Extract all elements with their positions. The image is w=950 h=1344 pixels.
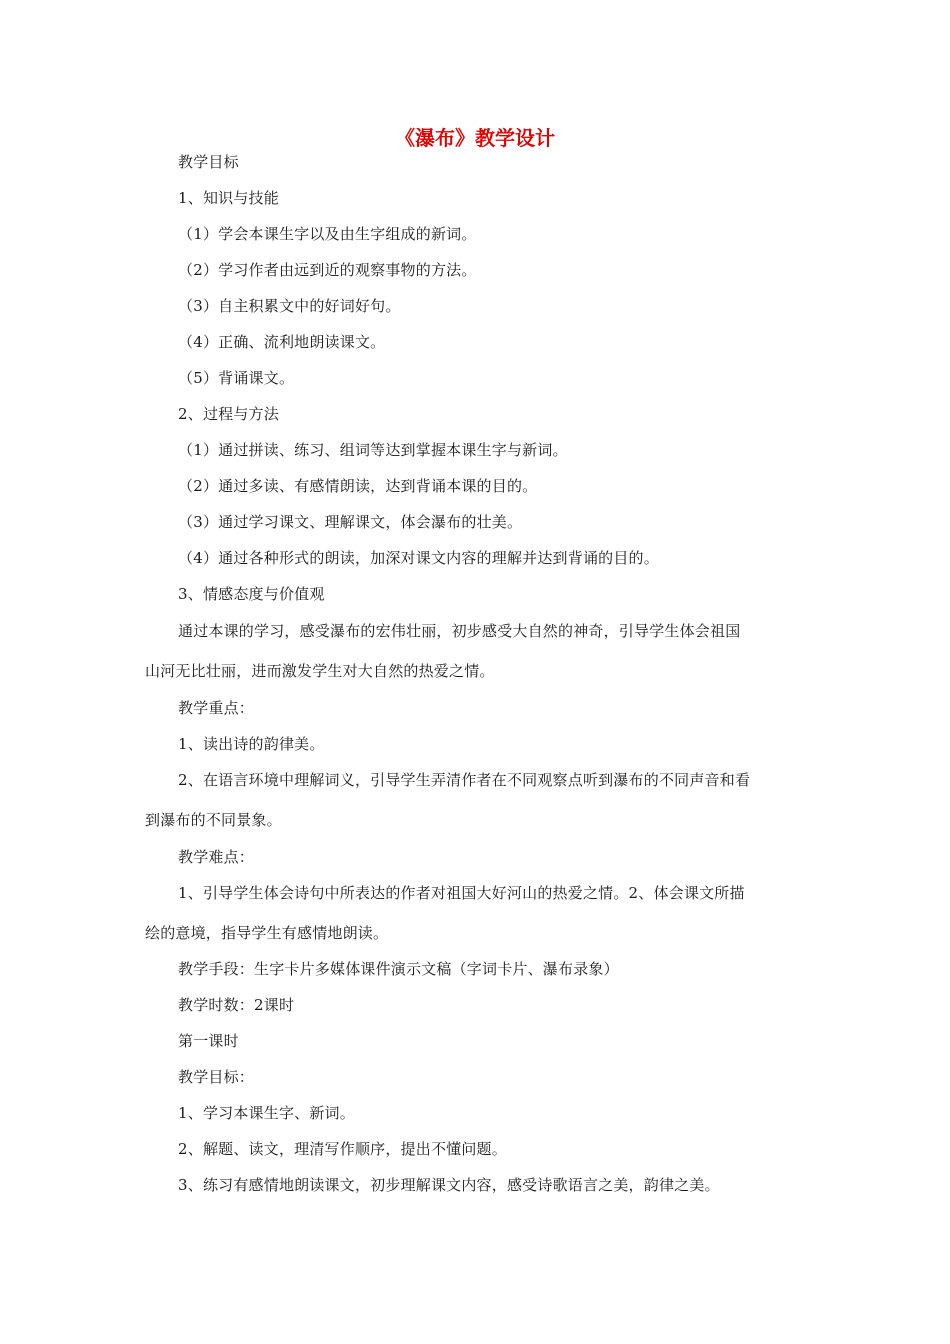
list-item: （2）学习作者由远到近的观察事物的方法。: [178, 261, 477, 279]
paragraph-line: 到瀑布的不同景象。: [145, 811, 282, 829]
paragraph-line: 通过本课的学习，感受瀑布的宏伟壮丽，初步感受大自然的神奇，引导学生体会祖国: [178, 622, 741, 640]
section-process-method: 2、过程与方法: [178, 405, 279, 423]
paragraph-line: 1、引导学生体会诗句中所表达的作者对祖国大好河山的热爱之情。2、体会课文所描: [178, 884, 745, 902]
teaching-hours: 教学时数：2课时: [178, 996, 295, 1014]
heading-teaching-goals: 教学目标: [178, 153, 239, 171]
list-item: 2、解题、读文，理清写作顺序，提出不懂问题。: [178, 1140, 507, 1158]
document-title: 《瀑布》教学设计: [395, 126, 555, 150]
section-knowledge-skills: 1、知识与技能: [178, 189, 279, 207]
paragraph-line: 山河无比壮丽，进而激发学生对大自然的热爱之情。: [145, 662, 495, 680]
heading-key-points: 教学重点：: [178, 699, 255, 717]
list-item: （4）通过各种形式的朗读，加深对课文内容的理解并达到背诵的目的。: [178, 549, 659, 567]
list-item: （5）背诵课文。: [178, 369, 295, 387]
list-item: （1）学会本课生字以及由生字组成的新词。: [178, 225, 477, 243]
list-item: （3）通过学习课文、理解课文，体会瀑布的壮美。: [178, 513, 523, 531]
paragraph-line: 绘的意境，指导学生有感情地朗读。: [145, 924, 389, 942]
list-item: 1、学习本课生字、新词。: [178, 1104, 355, 1122]
list-item: （3）自主积累文中的好词好句。: [178, 297, 401, 315]
section-emotion-values: 3、情感态度与价值观: [178, 585, 325, 603]
list-item: 1、读出诗的韵律美。: [178, 735, 325, 753]
paragraph-line: 2、在语言环境中理解词义，引导学生弄清作者在不同观察点听到瀑布的不同声音和看: [178, 771, 751, 789]
list-item: （1）通过拼读、练习、组词等达到掌握本课生字与新词。: [178, 441, 568, 459]
teaching-means: 教学手段：生字卡片多媒体课件演示文稿（字词卡片、瀑布录象）: [178, 960, 619, 978]
list-item: （4）正确、流利地朗读课文。: [178, 333, 386, 351]
list-item: （2）通过多读、有感情朗读，达到背诵本课的目的。: [178, 477, 538, 495]
heading-first-lesson: 第一课时: [178, 1032, 239, 1050]
heading-lesson-goals: 教学目标：: [178, 1068, 255, 1086]
list-item: 3、练习有感情地朗读课文，初步理解课文内容，感受诗歌语言之美，韵律之美。: [178, 1176, 720, 1194]
heading-difficult-points: 教学难点：: [178, 848, 255, 866]
